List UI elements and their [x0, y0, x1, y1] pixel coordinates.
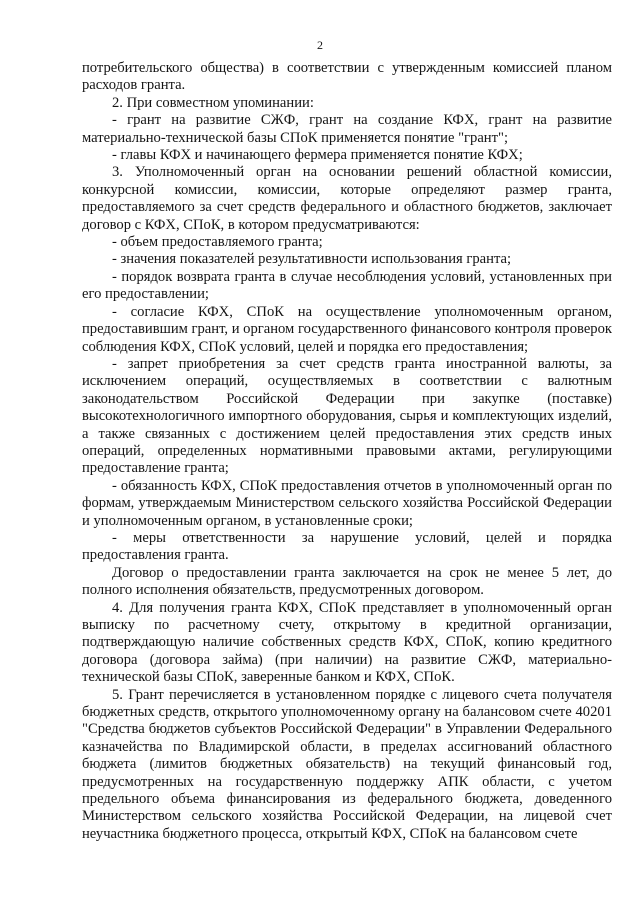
- paragraph-kfh-term: - главы КФХ и начинающего фермера применяется понятие КФХ;: [112, 147, 523, 164]
- paragraph-currency-ban: - запрет приобретения за счет средств гранта иностранной валюты, за исключением операций, осуществляемых в соответствии с валютным законодательством Российской Федерации при закупке (поставке) высокотехнологичного импортного оборудования, сырья и комплектующих изделий, а также связанных с достижением целей предоставления этих средств иных операций, определенных нормативными правовыми актами, регулирующими предоставление гранта;: [82, 355, 612, 477]
- page-number: 2: [317, 38, 323, 52]
- paragraph-consent: - согласие КФХ, СПоК на осуществление уполномоченным органом, предоставившим грант, и органом государственного финансового контроля проверок соблюдения КФХ, СПоК условий, целей и порядка его предоставления;: [82, 303, 612, 355]
- paragraph-item-5: 5. Грант перечисляется в установленном порядке с лицевого счета получателя бюджетных средств, открытого уполномоченному органу на балансовом счете 40201 "Средства бюджетов субъектов Российской Федерации" в Управлении Федерального казначейства по Владимирской области, в пределах ассигнований областного бюджета (лимитов бюджетных обязательств) на текущий финансовый год, предусмотренных на государственную поддержку АПК области, с учетом предельного объема финансирования из федерального бюджета, доведенного Министерством сельского хозяйства Российской Федерации, на лицевой счет неучастника бюджетного процесса, открытый КФХ, СПоК на балансовом счете: [82, 686, 612, 842]
- paragraph-item-4: 4. Для получения гранта КФХ, СПоК представляет в уполномоченный орган выписку по расчетному счету, открытому в кредитной организации, подтверждающую наличие собственных средств КФХ, СПоК, копию кредитного договора (договора займа) (при наличии) на развитие СЖФ, материально-технической базы СПоК, заверенные банком и КФХ, СПоК.: [82, 599, 612, 686]
- paragraph-return-procedure: - порядок возврата гранта в случае несоблюдения условий, установленных при его предоставлении;: [82, 268, 612, 303]
- paragraph-plan-continuation: потребительского общества) в соответствии с утвержденным комиссией планом расходов гранта.: [82, 60, 612, 94]
- paragraph-grant-term: - грант на развитие СЖФ, грант на создание КФХ, грант на развитие материально-технической базы СПоК применяется понятие "грант";: [82, 112, 612, 146]
- paragraph-indicators: - значения показателей результативности использования гранта;: [112, 251, 512, 268]
- paragraph-liability: - меры ответственности за нарушение условий, целей и порядка предоставления гранта.: [82, 529, 612, 564]
- paragraph-item-3: 3. Уполномоченный орган на основании решений областной комиссии, конкурсной комиссии, комиссии, которые определяют размер гранта, предоставляемого за счет средств федерального и областного бюджетов, заключает договор с КФХ, СПоК, в котором предусматриваются:: [82, 164, 612, 233]
- paragraph-grant-volume: - объем предоставляемого гранта;: [112, 234, 323, 251]
- paragraph-reporting: - обязанность КФХ, СПоК предоставления отчетов в уполномоченный орган по формам, утверждаемым Министерством сельского хозяйства Российской Федерации и уполномоченным органом, в установленные сроки;: [82, 477, 612, 529]
- document-body: [82, 60, 612, 843]
- paragraph-item-2: 2. При совместном упоминании:: [112, 94, 314, 111]
- paragraph-contract-term: Договор о предоставлении гранта заключается на срок не менее 5 лет, до полного исполнения обязательств, предусмотренных договором.: [82, 564, 612, 599]
